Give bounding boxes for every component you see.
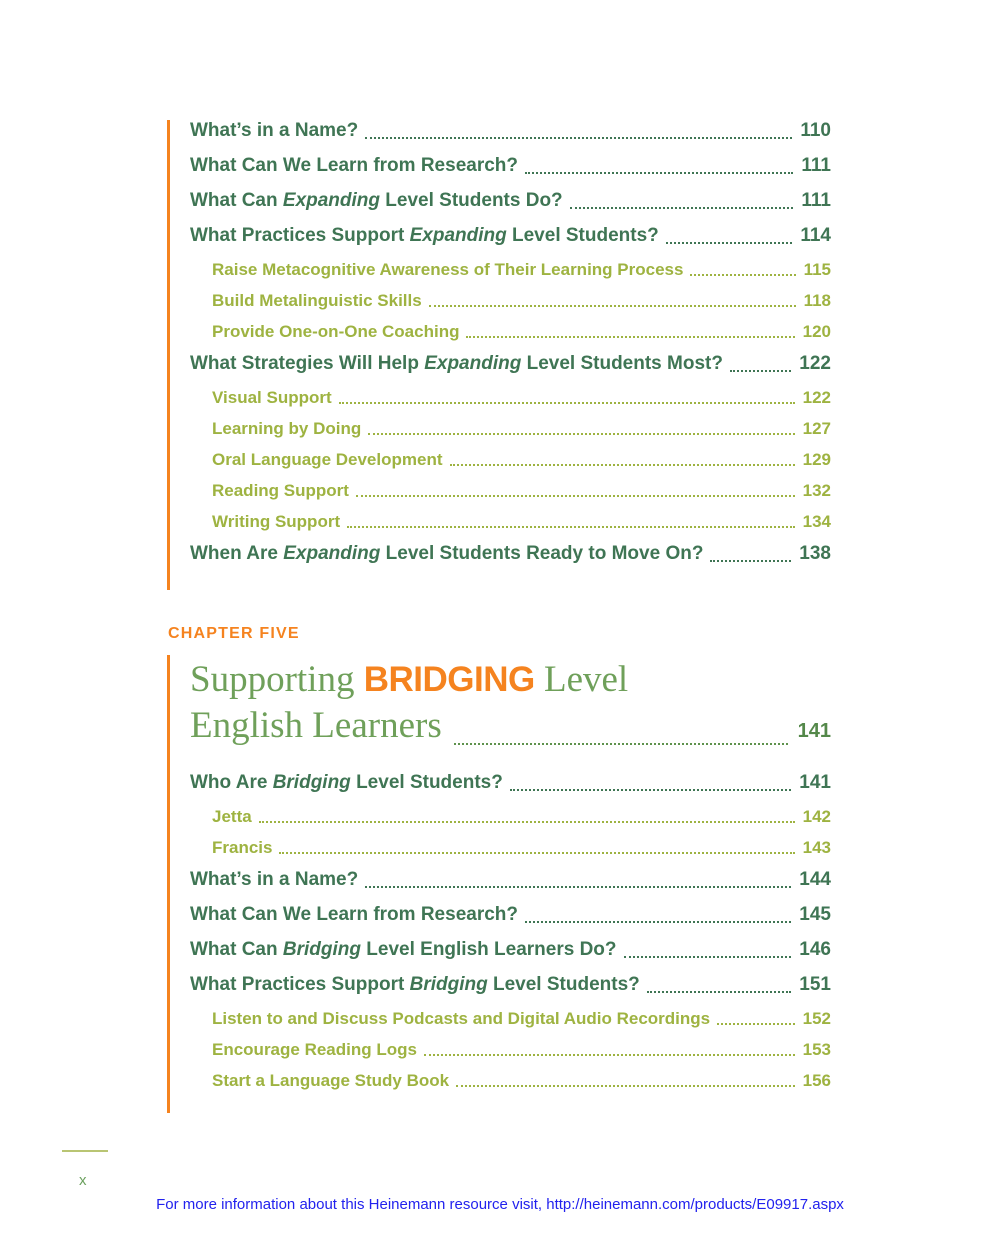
toc-entry-label: What Practices Support Expanding Level Students? — [190, 225, 659, 246]
toc-entry — [190, 189, 831, 213]
toc-entry-label: Writing Support — [212, 512, 341, 531]
toc-entry-page: 143 — [802, 838, 831, 857]
toc-entry — [190, 771, 831, 795]
dotted-leader — [339, 402, 795, 404]
toc-entry — [190, 154, 831, 178]
toc-entry-page: 127 — [802, 419, 831, 438]
toc-entry-page: 118 — [803, 291, 831, 310]
dotted-leader — [525, 921, 791, 923]
dotted-leader — [365, 886, 791, 888]
dotted-leader — [429, 305, 796, 307]
toc-entry-page: 115 — [803, 260, 831, 279]
toc-entry — [190, 418, 831, 439]
toc-entry-page: 120 — [802, 322, 831, 341]
chapter-title-line2: English Learners — [190, 705, 442, 746]
dotted-leader — [356, 495, 795, 497]
dotted-leader — [466, 336, 794, 338]
toc-entry-page: 142 — [802, 807, 831, 826]
toc-entry-label: Raise Metacognitive Awareness of Their Learning Process — [212, 260, 684, 279]
dotted-leader — [368, 433, 794, 435]
toc-entry-label: What’s in a Name? — [190, 869, 359, 890]
toc-entry-label: What Strategies Will Help Expanding Level Students Most? — [190, 353, 723, 374]
toc-entry-page: 122 — [799, 353, 831, 374]
toc-entry — [190, 352, 831, 376]
toc-entry — [190, 837, 831, 858]
toc-entry-page: 111 — [801, 155, 831, 176]
toc-entry-page: 111 — [801, 190, 831, 211]
toc-entry — [190, 119, 831, 143]
chapter-title — [190, 657, 831, 754]
toc-entry-label: What Can Expanding Level Students Do? — [190, 190, 563, 211]
toc-entry-label: What’s in a Name? — [190, 120, 359, 141]
toc-entry — [190, 449, 831, 470]
toc-entry-page: 114 — [800, 225, 831, 246]
toc-entry-page: 132 — [802, 481, 831, 500]
dotted-leader — [259, 821, 795, 823]
toc-entry-label: What Can We Learn from Research? — [190, 904, 519, 925]
toc-entry-label: Jetta — [212, 807, 252, 826]
toc-entry-page: 156 — [802, 1071, 831, 1090]
toc-entry-page: 122 — [802, 388, 831, 407]
dotted-leader — [525, 172, 793, 174]
chapter-page-number: 141 — [797, 720, 831, 742]
toc-entry — [190, 903, 831, 927]
toc-entry-label: Who Are Bridging Level Students? — [190, 772, 503, 793]
chapter-title-seg-after: Level — [534, 659, 629, 700]
toc-entry — [190, 290, 831, 311]
toc-entry-page: 110 — [800, 120, 831, 141]
chapter-title-line1 — [190, 659, 628, 700]
toc-entry-label: Build Metalinguistic Skills — [212, 291, 422, 310]
toc-entry-label: Francis — [212, 838, 273, 857]
toc-entry-label: Visual Support — [212, 388, 332, 407]
dotted-leader — [624, 956, 792, 958]
toc-entry — [190, 321, 831, 342]
toc-entry-label: When Are Expanding Level Students Ready to Move On? — [190, 543, 704, 564]
toc-entry-label: Encourage Reading Logs — [212, 1040, 417, 1059]
toc-entry — [190, 1008, 831, 1029]
dotted-leader — [456, 1085, 795, 1087]
toc-entry — [190, 542, 831, 566]
chapter-title-line2-row — [190, 703, 831, 754]
folio-page-number: x — [79, 1172, 87, 1189]
dotted-leader — [690, 274, 795, 276]
toc-entry — [190, 1070, 831, 1091]
toc-entry — [190, 938, 831, 962]
toc-entry-label: What Can We Learn from Research? — [190, 155, 519, 176]
toc-entry-label: Learning by Doing — [212, 419, 362, 438]
toc-entry-page: 144 — [799, 869, 831, 890]
toc-entry-page: 145 — [799, 904, 831, 925]
toc-entry-page: 153 — [802, 1040, 831, 1059]
dotted-leader — [730, 370, 791, 372]
dotted-leader — [666, 242, 793, 244]
toc-entry — [190, 387, 831, 408]
dotted-leader — [424, 1054, 795, 1056]
footer-rule — [62, 1150, 108, 1152]
toc-entry-page: 134 — [802, 512, 831, 531]
section-rule-bottom — [167, 655, 170, 1113]
toc-entry — [190, 806, 831, 827]
toc-entry — [190, 259, 831, 280]
toc-entry — [190, 480, 831, 501]
toc-section-expanding — [190, 119, 831, 577]
toc-entry-page: 151 — [799, 974, 831, 995]
toc-entry-page: 146 — [799, 939, 831, 960]
dotted-leader — [454, 743, 788, 745]
toc-entry-label: Oral Language Development — [212, 450, 443, 469]
toc-entry-label: Listen to and Discuss Podcasts and Digital Audio Recordings — [212, 1009, 711, 1028]
toc-entry-page: 152 — [802, 1009, 831, 1028]
chapter-label: CHAPTER FIVE — [168, 625, 300, 642]
dotted-leader — [647, 991, 792, 993]
dotted-leader — [365, 137, 792, 139]
footer-link[interactable]: For more information about this Heinemann resource visit, http://heinemann.com/products/E09917.aspx — [156, 1196, 844, 1213]
toc-entry — [190, 511, 831, 532]
dotted-leader — [570, 207, 794, 209]
toc-entry-label: Start a Language Study Book — [212, 1071, 450, 1090]
toc-entry-page: 129 — [802, 450, 831, 469]
chapter-title-highlight: BRIDGING — [363, 660, 535, 699]
dotted-leader — [510, 789, 791, 791]
toc-entry-label: Reading Support — [212, 481, 349, 500]
section-rule-top — [167, 120, 170, 590]
toc-section-bridging — [190, 771, 831, 1101]
dotted-leader — [450, 464, 795, 466]
toc-entry-label: What Can Bridging Level English Learners Do? — [190, 939, 617, 960]
toc-entry-page: 141 — [799, 772, 831, 793]
toc-entry-page: 138 — [799, 543, 831, 564]
toc-entry — [190, 1039, 831, 1060]
toc-entry-label: Provide One-on-One Coaching — [212, 322, 460, 341]
dotted-leader — [710, 560, 791, 562]
dotted-leader — [717, 1023, 795, 1025]
toc-entry — [190, 973, 831, 997]
toc-entry — [190, 224, 831, 248]
dotted-leader — [279, 852, 794, 854]
chapter-title-seg-before: Supporting — [190, 659, 364, 700]
dotted-leader — [347, 526, 795, 528]
toc-entry-label: What Practices Support Bridging Level Students? — [190, 974, 640, 995]
toc-entry — [190, 868, 831, 892]
